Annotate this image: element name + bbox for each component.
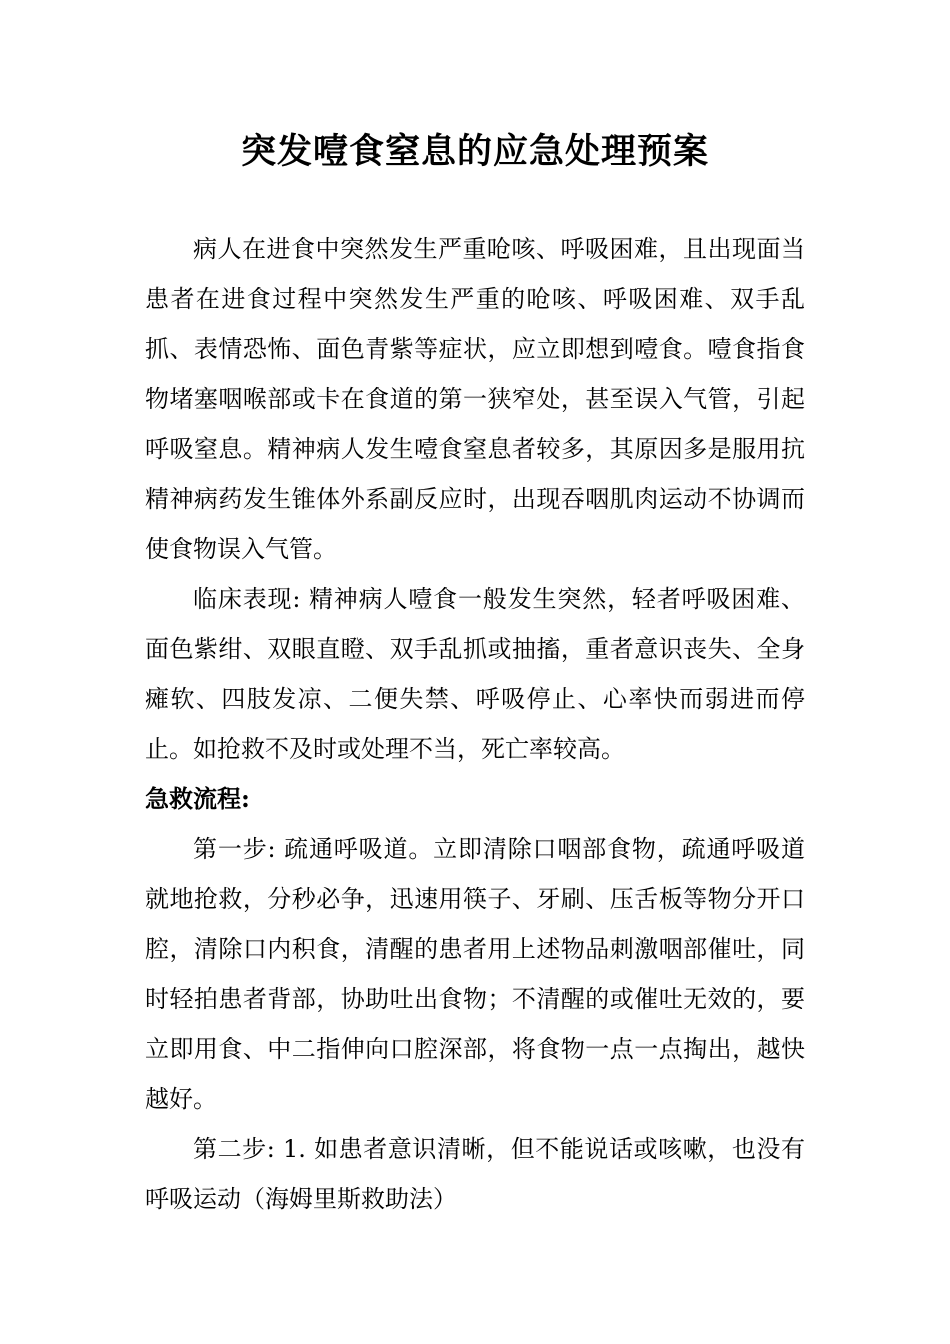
document-title: 突发噎食窒息的应急处理预案 [240,131,709,172]
intro-paragraph: 病人在进食中突然发生严重呛咳、呼吸困难，且出现面当患者在进食过程中突然发生严重的呛咳、呼吸困难、双手乱抓、表情恐怖、面色青紫等症状，应立即想到噎食。噎食指食物堵塞咽喉部或卡在食道的第一狭窄处，甚至误入气管，引起呼吸窒息。精神病人发生噎食窒息者较多，其原因多是服用抗精神病药发生锥体外系副反应时，出现吞咽肌肉运动不协调而使食物误入气管。 [145,235,805,563]
step-two-paragraph: 第二步: 1. 如患者意识清晰，但不能说话或咳嗽，也没有呼吸运动（海姆里斯救助法） [145,1135,805,1213]
document-body [145,224,805,1224]
step-one-paragraph: 第一步: 疏通呼吸道。立即清除口咽部食物，疏通呼吸道就地抢救，分秒必争，迅速用筷子、牙刷、压舌板等物分开口腔，清除口内积食，清醒的患者用上述物品刺激咽部催吐，同时轻拍患者背部，协助吐出食物；不清醒的或催吐无效的，要立即用食、中二指伸向口腔深部，将食物一点一点掏出，越快越好。 [145,835,805,1113]
section-heading: 急救流程: [145,784,250,813]
clinical-paragraph: 临床表现: 精神病人噎食一般发生突然，轻者呼吸困难、面色紫绀、双眼直瞪、双手乱抓或抽搐，重者意识丧失、全身瘫软、四肢发凉、二便失禁、呼吸停止、心率快而弱进而停止。如抢救不及时或处理不当，死亡率较高。 [145,585,805,763]
